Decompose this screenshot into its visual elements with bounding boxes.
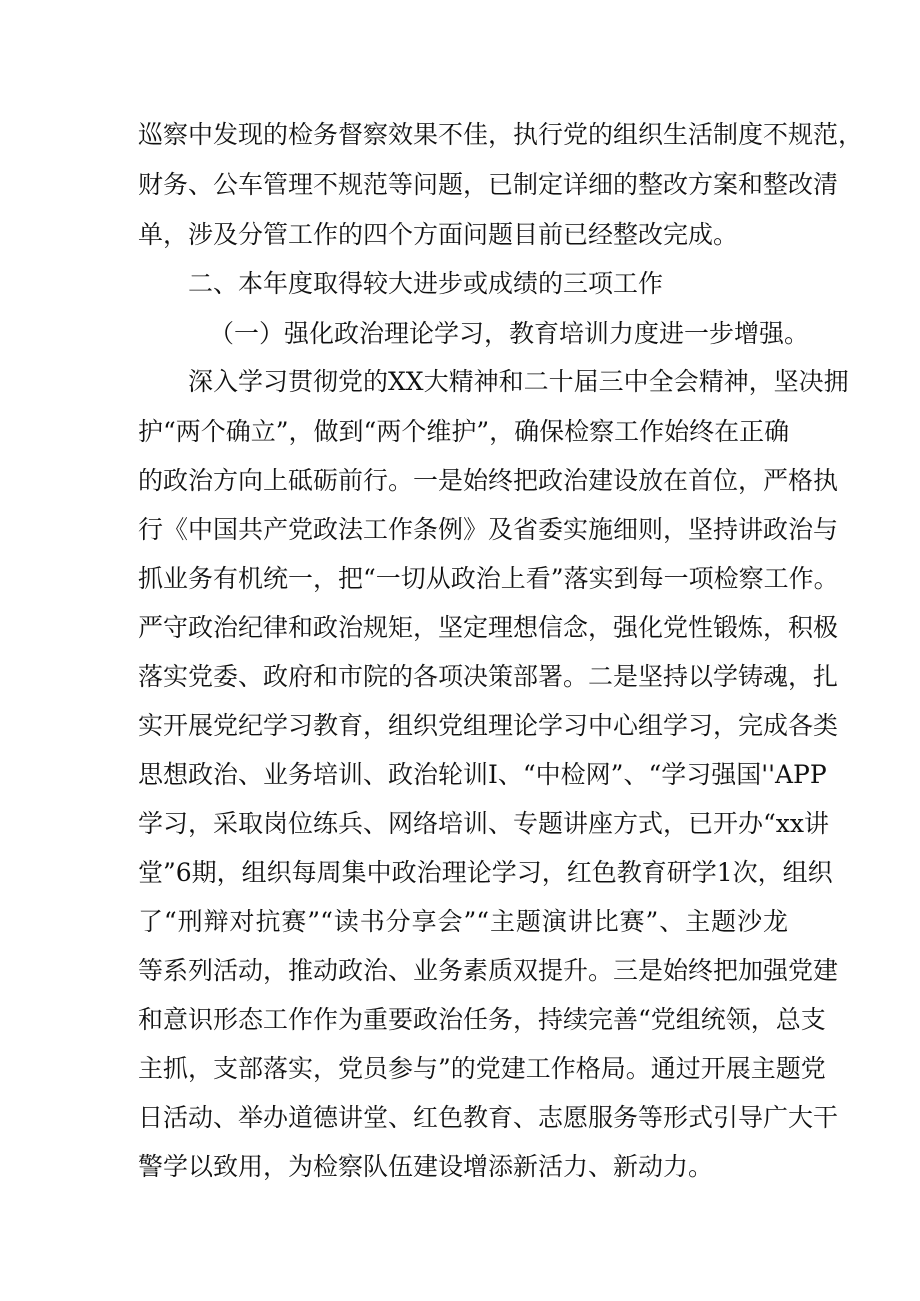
text-line: 警学以致用，为检察队伍建设增添新活力、新动力。 <box>138 1152 714 1181</box>
text-line: 和意识形态工作作为重要政治任务，持续完善“党组统领，总支 <box>138 1005 826 1034</box>
text-line: 严守政治纪律和政治规矩，坚定理想信念，强化党性锻炼，积极 <box>138 613 839 642</box>
text-line: 单，涉及分管工作的四个方面问题目前已经整改完成。 <box>138 220 739 249</box>
section-heading: 二、本年度取得较大进步或成绩的三项工作 <box>188 269 664 298</box>
text-line: 日活动、举办道德讲堂、红色教育、志愿服务等形式引导广大干 <box>138 1103 839 1132</box>
subsection-heading: （一）强化政治理论学习，教育培训力度进一步增强。 <box>209 319 810 348</box>
text-line: 深入学习贯彻党的XX大精神和二十届三中全会精神，坚决拥 <box>188 367 849 396</box>
text-line: 护“两个确立”，做到“两个维护”，确保检察工作始终在正确 <box>138 417 790 446</box>
text-line: 思想政治、业务培训、政治轮训I、“中检网”、“学习强国''APP <box>138 760 827 789</box>
text-line: 落实党委、政府和市院的各项决策部署。二是坚持以学铸魂，扎 <box>138 662 839 691</box>
text-line: 主抓，支部落实，党员参与”的党建工作格局。通过开展主题党 <box>138 1054 826 1083</box>
text-line: 的政治方向上砥砺前行。一是始终把政治建设放在首位，严格执 <box>138 466 839 495</box>
text-line: 实开展党纪学习教育，组织党组理论学习中心组学习，完成各类 <box>138 711 839 740</box>
text-line: 了“刑辩对抗赛”“读书分享会”“主题演讲比赛”、主题沙龙 <box>138 907 788 936</box>
text-line: 财务、公车管理不规范等问题，已制定详细的整改方案和整改清 <box>138 170 839 199</box>
text-line: 等系列活动，推动政治、业务素质双提升。三是始终把加强党建 <box>138 956 839 985</box>
text-line: 抓业务有机统一，把“一切从政治上看”落实到每一项检察工作。 <box>138 564 839 593</box>
text-line: 堂”6期，组织每周集中政治理论学习，红色教育研学1次，组织 <box>138 858 833 887</box>
text-line: 巡察中发现的检务督察效果不佳，执行党的组织生活制度不规范， <box>138 120 864 149</box>
text-line: 行《中国共产党政法工作条例》及省委实施细则，坚持讲政治与 <box>138 515 839 544</box>
text-line: 学习，采取岗位练兵、网络培训、专题讲座方式，已开办“xx讲 <box>138 809 829 838</box>
